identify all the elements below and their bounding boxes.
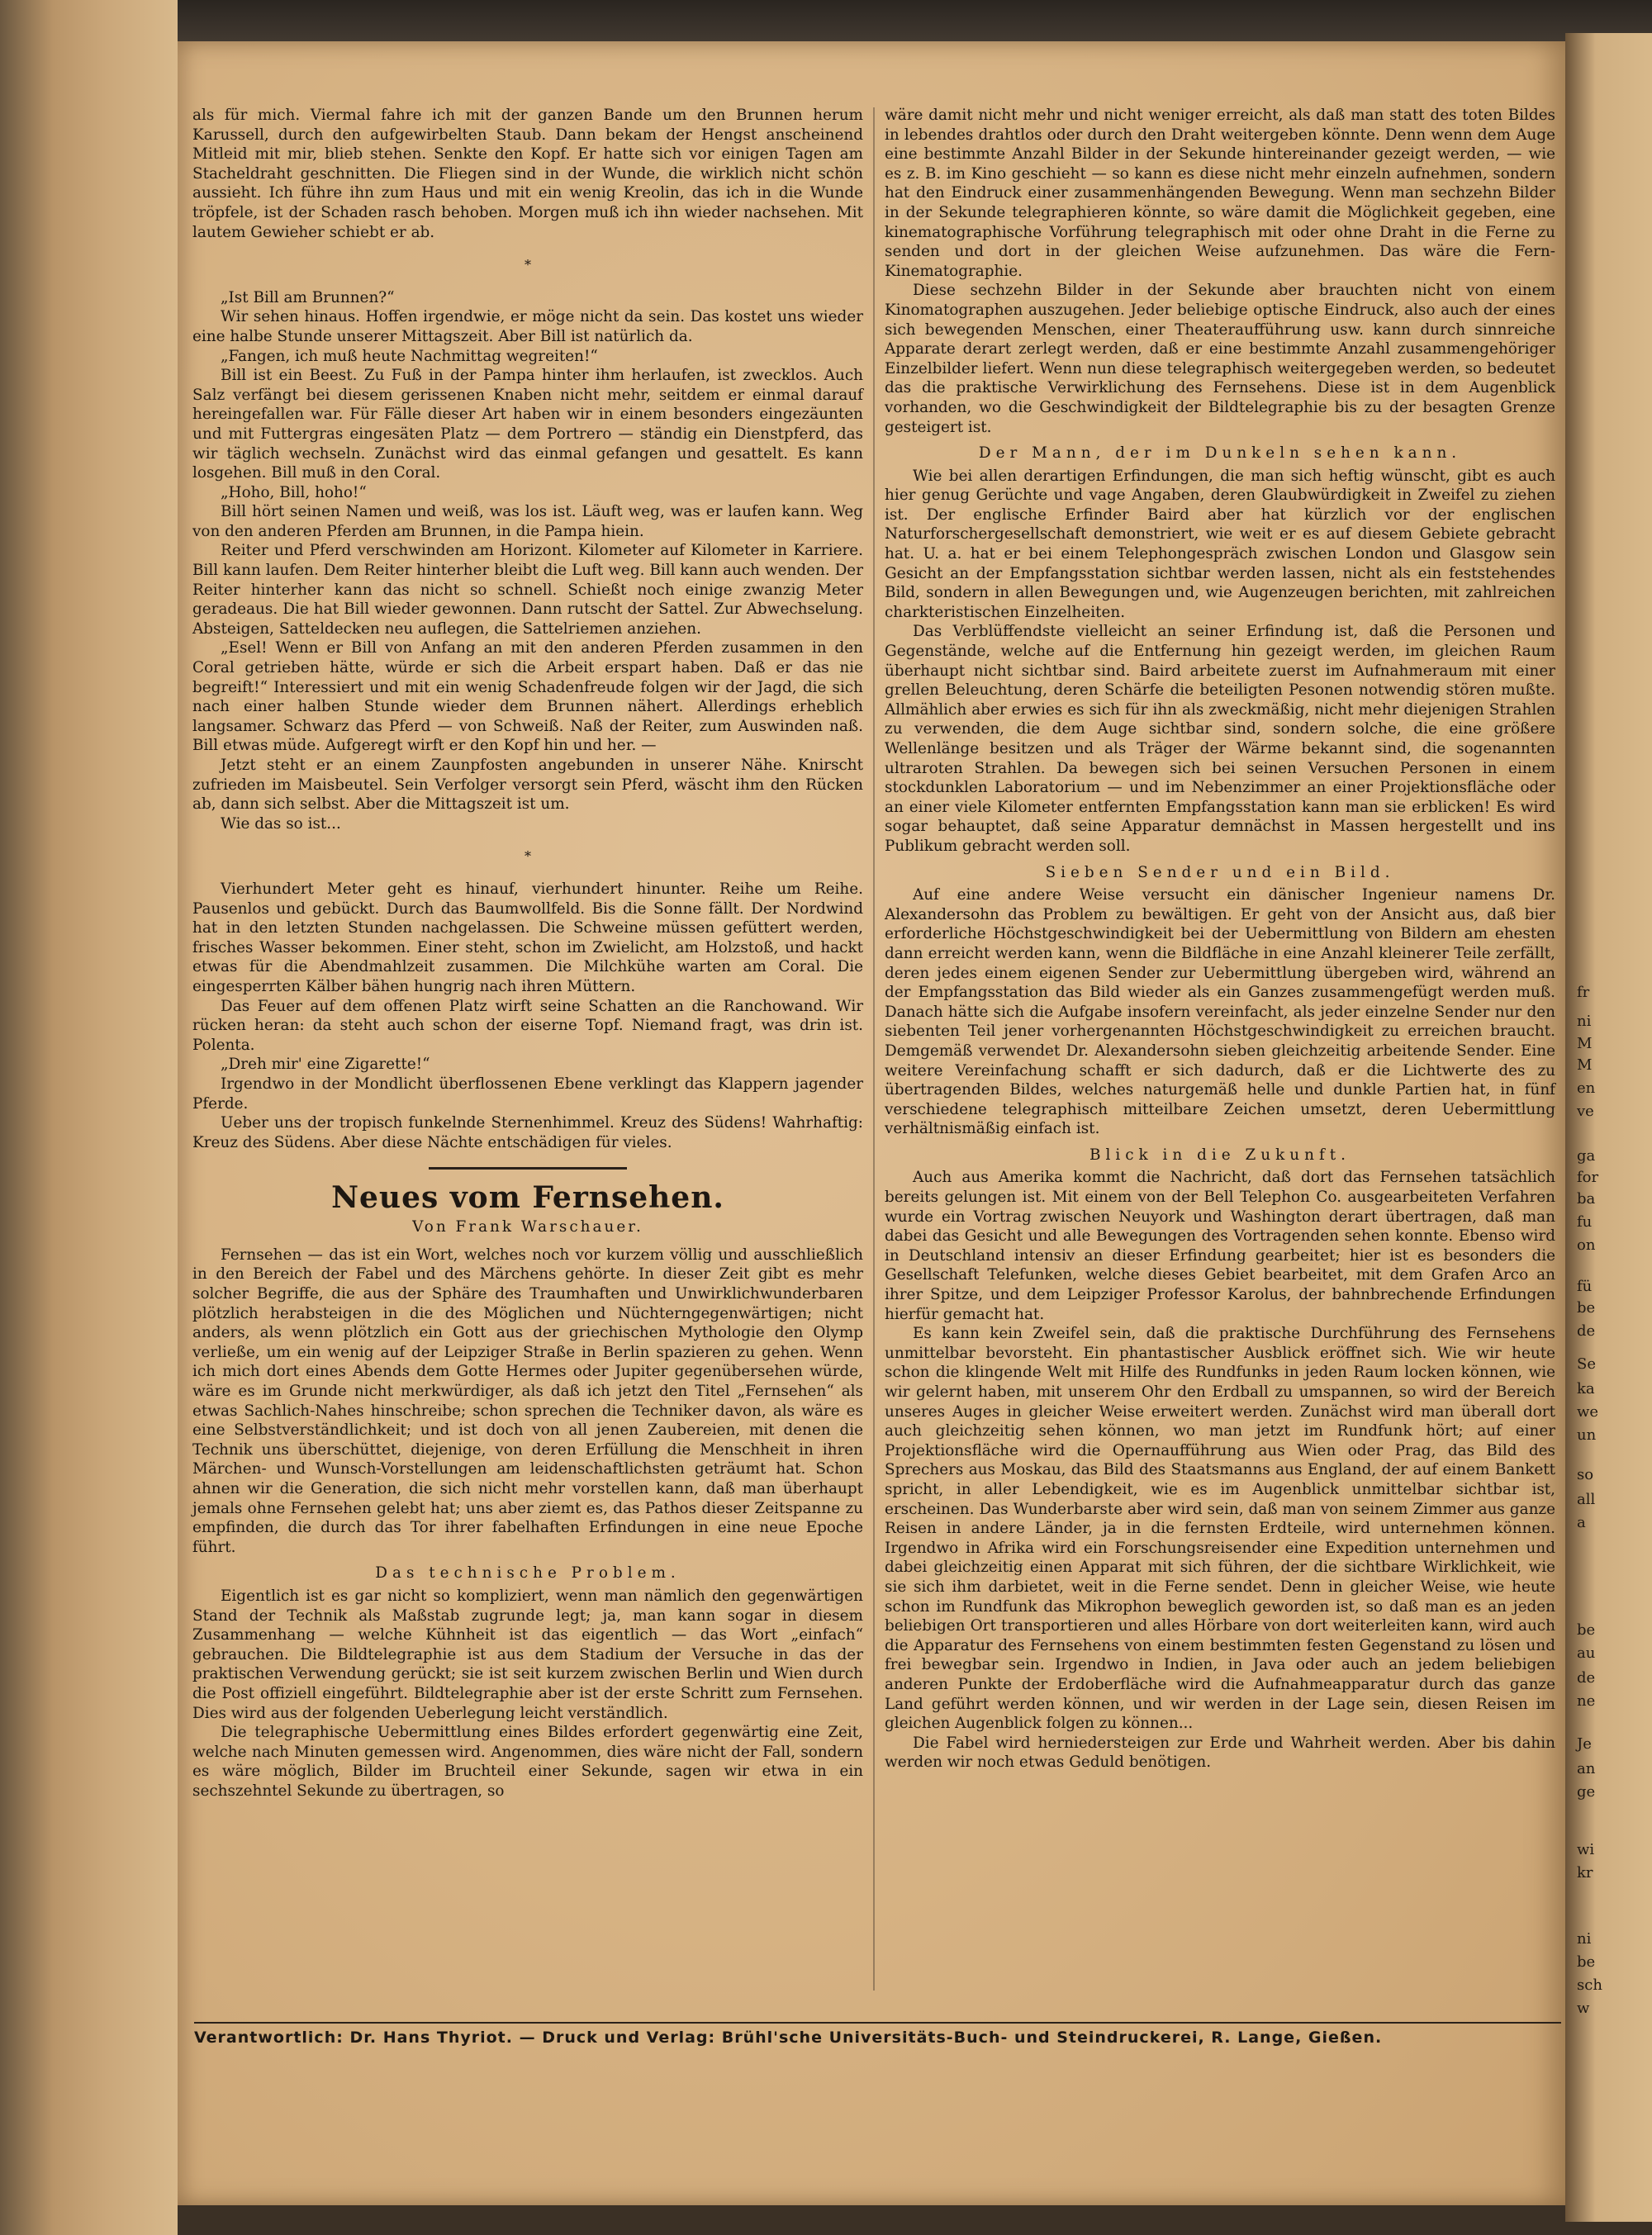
adjacent-page-fragment: Se <box>1577 1355 1596 1373</box>
paragraph: „Fangen, ich muß heute Nachmittag wegreiten!“ <box>221 347 598 365</box>
paragraph: Irgendwo in der Mondlicht überflossenen Ebene verklingt das Klappern jagender Pferde. <box>192 1075 863 1113</box>
paragraph: „Ist Bill am Brunnen?“ <box>221 288 395 306</box>
adjacent-page-fragment: de <box>1577 1322 1596 1340</box>
adjacent-page-fragment: M <box>1577 1056 1593 1074</box>
article-divider <box>429 1167 627 1170</box>
paragraph: Bill hört seinen Namen und weiß, was los ist. Läuft weg, was er laufen kann. Weg von den anderen Pferden am Brunnen, in die Pampa hiein. <box>192 503 863 540</box>
section-separator-star: * <box>525 848 531 865</box>
adjacent-page-fragment: so <box>1577 1466 1594 1483</box>
adjacent-page-fragment: ve <box>1577 1103 1594 1120</box>
adjacent-page-fragment: for <box>1577 1169 1599 1186</box>
adjacent-page-fragment: fr <box>1577 984 1590 1001</box>
paragraph: Wir sehen hinaus. Hoffen irgendwie, er möge nicht da sein. Das kostet uns wieder eine halbe Stunde unserer Mittagszeit. Aber Bill ist natürlich da. <box>192 308 863 345</box>
section-subheading: Blick in die Zukunft. <box>1089 1146 1351 1164</box>
adjacent-page-fragment: on <box>1577 1236 1596 1254</box>
adjacent-page-edge <box>1565 33 1652 2222</box>
paragraph: Das Feuer auf dem offenen Platz wirft seine Schatten an die Ranchowand. Wir rücken heran: da steht auch schon der eiserne Topf. Niemand fragt, was drin ist. Polenta. <box>192 997 863 1054</box>
section-subheading: Sieben Sender und ein Bild. <box>1045 863 1395 881</box>
paragraph: Eigentlich ist es gar nicht so kompliziert, wenn man nämlich den gegenwärtigen Stand der Technik als Maßstab zugrunde legt; ja, man kann sogar in diesem Zusammenhang — welche Kühnheit ist das eigentlich — das Wort „einfach“ gebrauchen. Die Bildtelegraphie ist aus dem Stadium der Versuche in das der praktischen Verwendung gerückt; sie ist seit kurzem zwischen Berlin und Wien durch die Post offiziell eingeführt. Bildtelegraphie aber ist der erste Schritt zum Fernsehen. Dies wird aus der folgenden Ueberlegung leicht verständlich. <box>192 1587 863 1722</box>
paragraph: Diese sechzehn Bilder in der Sekunde aber brauchten nicht von einem Kinomatographen auszugehen. Jeder beliebige optische Eindruck, also auch der eines sich bewegenden Menschen, einer Theateraufführung usw. kann durch sinnreiche Apparate derart zerlegt werden, daß er eine bestimmte Anzahl zusammengehöriger Einzelbilder liefert. Wenn nun diese telegraphisch weitergegeben werden, so bedeutet das die praktische Verwirklichung des Fernsehens. Diese ist in dem Augenblick vorhanden, wo die Geschwindigkeit der Bildtelegraphie bis zu der besagten Grenze gesteigert ist. <box>885 282 1555 436</box>
paragraph: Bill ist ein Beest. Zu Fuß in der Pampa hinter ihm herlaufen, ist zwecklos. Auch Salz verfängt bei diesem gerissenen Knaben nicht mehr, seitdem er einmal darauf hereingefallen war. Für Fälle dieser Art haben wir in einem besonders eingezäunten und mit Futtergras eingesäten Platz — dem Portrero — ständig ein Dienstpferd, das wir täglich wechseln. Zunächst wird das einmal gefangen und gesattelt. Es kann losgehen. Bill muß in den Coral. <box>192 367 863 482</box>
paragraph: als für mich. Viermal fahre ich mit der ganzen Bande um den Brunnen herum Karussell, durch den aufgewirbelten Staub. Dann bekam der Hengst anscheinend Mitleid mit mir, blieb stehen. Senkte den Kopf. Er hatte sich vor einigen Tagen am Stacheldraht geschnitten. Die Fliegen sind in der Wunde, die wirklich nicht schön aussieht. Ich führe ihn zum Haus und mit ein wenig Kreolin, das ich in die Wunde tröpfele, ist der Schaden rasch behoben. Morgen muß ich ihn wieder nachsehen. Mit lautem Gewieher schiebt er ab. <box>192 107 863 241</box>
adjacent-page-fragment: un <box>1577 1426 1597 1444</box>
adjacent-page-fragment: fu <box>1577 1213 1593 1231</box>
paragraph: Reiter und Pferd verschwinden am Horizont. Kilometer auf Kilometer in Karriere. Bill kann laufen. Dem Reiter hinterher bleibt die Luft weg. Bill kann auch wenden. Der Reiter hinterher kann das nicht so schnell. Schießt noch einige zwanzig Meter geradeaus. Die hat Bill wieder gewonnen. Dann rutscht der Sattel. Zur Abwechselung. Absteigen, Satteldecken neu auflegen, die Sattelriemen anziehen. <box>192 542 863 638</box>
paragraph: Auch aus Amerika kommt die Nachricht, daß dort das Fernsehen tatsächlich bereits gelungen ist. Mit einem von der Bell Telephon Co. ausgearbeiteten Verfahren wurde ein Vortrag zwischen Neuyork und Washington derart übertragen, daß man dabei das Gesicht und alle Bewegungen des Vortragenden sehen konnte. Ebenso wird in Deutschland intensiv an dieser Erfindung gearbeitet; hier ist es besonders die Gesellschaft Telefunken, welche dieses Gebiet bearbeitet, mit dem Grafen Arco an ihrer Spitze, und dem Leipziger Professor Karolus, der bahnbrechende Erfindungen hierfür gemacht hat. <box>885 1169 1555 1323</box>
adjacent-page-fragment: all <box>1577 1491 1596 1508</box>
left-column <box>192 106 863 1801</box>
adjacent-page-fragment: au <box>1577 1644 1596 1662</box>
section-separator-star: * <box>525 257 531 273</box>
adjacent-page-fragment: ge <box>1577 1783 1596 1801</box>
article-title: Neues vom Fernsehen. <box>331 1180 724 1216</box>
paragraph: Jetzt steht er an einem Zaunpfosten angebunden in unserer Nähe. Knirscht zufrieden im Maisbeutel. Sein Verfolger versorgt sein Pferd, wäscht ihm den Rücken ab, dann sich selbst. Aber die Mittagszeit ist um. <box>192 757 863 814</box>
adjacent-page-fragment: ni <box>1577 1013 1592 1030</box>
paragraph: Ueber uns der tropisch funkelnde Sternenhimmel. Kreuz des Südens! Wahrhaftig: Kreuz des Südens. Aber diese Nächte entschädigen für vieles. <box>192 1114 863 1151</box>
right-column <box>885 106 1555 1772</box>
section-subheading: Der Mann, der im Dunkeln sehen kann. <box>978 444 1462 463</box>
paragraph: Fernsehen — das ist ein Wort, welches noch vor kurzem völlig und ausschließlich in den Bereich der Fabel und des Märchens gehörte. In dieser Zeit gibt es mehr solcher Begriffe, die aus der Sphäre des Traumhaften und Unwirklichwunderbaren plötzlich herabsteigen in die des Möglichen und Nüchterngegenwärtigen; nicht anders, als wenn plötzlich ein Gott aus der griechischen Mythologie den Olymp verließe, um ein wenig auf der Leipziger Straße in Berlin spazieren zu gehen. Wenn ich mich dort eines Abends dem Gotte Hermes oder Jupiter gegenübersehen würde, wäre es im Grunde nicht merkwürdiger, als daß ich jetzt den Titel „Fernsehen“ als etwas Sachlich-Nahes hinschreibe; schon sprechen die Techniker davon, als wäre es eine Selbstverständlichkeit; und ist doch von all jenen Zaubereien, mit denen die Technik uns überschüttet, diejenige, von deren Erfüllung die Menschheit in ihren Märchen- und Wunsch-Vorstellungen am leidenschaftlichsten geträumt hat. Schon ahnen wir die Generation, die sich nicht mehr vorstellen kann, daß man überhaupt jemals ohne Fernsehen gelebt hat; uns aber ziemt es, das Pathos dieser Zeitspanne zu empfinden, die durch das Tor ihrer fabelhaften Erfindungen in eine neue Epoche führt. <box>192 1246 863 1556</box>
adjacent-page-fragment: de <box>1577 1669 1596 1687</box>
paragraph: „Hoho, Bill, hoho!“ <box>221 483 367 501</box>
adjacent-page-fragment: wi <box>1577 1841 1595 1858</box>
adjacent-page-fragment: a <box>1577 1514 1586 1531</box>
adjacent-page-fragment: ka <box>1577 1380 1595 1397</box>
adjacent-page-fragment: sch <box>1577 1976 1602 1994</box>
adjacent-page-fragment: be <box>1577 1953 1596 1971</box>
newspaper-page <box>178 41 1565 2205</box>
binding-spine <box>0 0 178 2235</box>
adjacent-page-fragment: be <box>1577 1621 1596 1639</box>
adjacent-page-fragment: M <box>1577 1035 1593 1052</box>
adjacent-page-fragment: ne <box>1577 1692 1596 1710</box>
article-byline: Von Frank Warschauer. <box>412 1218 643 1236</box>
section-subheading: Das technische Problem. <box>375 1564 681 1583</box>
imprint-footer: Verantwortlich: Dr. Hans Thyriot. — Druck und Verlag: Brühl'sche Universitäts-Buch- und Steindruckerei, R. Lange, Gießen. <box>194 2022 1561 2047</box>
paragraph: Wie bei allen derartigen Erfindungen, die man sich heftig wünscht, gibt es auch hier genug Gerüchte und vage Angaben, deren Glaubwürdigkeit in Zweifel zu ziehen ist. Der englische Erfinder Baird aber hat kürzlich vor der englischen Naturforschergesellschaft demonstriert, wie weit er es auf diesem Gebiete gebracht hat. U. a. hat er bei einem Telephongespräch zwischen London und Glasgow sein Gesicht an der Empfangsstation sichtbar werden lassen, nicht als ein feststehendes Bild, sondern in allen Bewegungen und, wie Augenzeugen berichten, mit zahlreichen charkteristischen Einzelheiten. <box>885 467 1555 621</box>
adjacent-page-fragment: be <box>1577 1299 1596 1317</box>
adjacent-page-fragment: ba <box>1577 1190 1596 1208</box>
column-rule <box>873 107 875 1991</box>
paragraph: „Esel! Wenn er Bill von Anfang an mit den anderen Pferden zusammen in den Coral getrieben hätte, würde er sich die Arbeit erspart haben. Daß er das nie begreift!“ Interessiert und mit ein wenig Schadenfreude folgen wir der Jagd, die sich nach einer halben Stunde wieder dem Brunnen nähert. Allerdings erheblich langsamer. Schwarz das Pferd — von Schweiß. Naß der Reiter, zum Auswinden naß. Bill etwas müde. Aufgeregt wirft er den Kopf hin und her. — <box>192 639 863 755</box>
paragraph: Es kann kein Zweifel sein, daß die praktische Durchführung des Fernsehens unmittelbar bevorsteht. Ein phantastischer Ausblick eröffnet sich. Wie wir heute schon die klingende Welt mit Hilfe des Rundfunks in jeden Raum locken können, wie wir gelernt haben, mit unserem Ohr den Erdball zu umspannen, so wird der Bereich unseres Auges in gleicher Weise erweitert werden. Zunächst wird man überall dort auch gleichzeitig sehen können, wo man jetzt im Rundfunk hört; auf einer Projektionsfläche wird die Opernaufführung aus Wien oder Prag, das Bild des Sprechers aus Moskau, das Bild des Staatsmanns aus England, der auf einem Bankett spricht, in aller Lebendigkeit, wie es im Augenblick unmittelbar sichtbar ist, erscheinen. Das Wunderbarste aber wird sein, daß man von seinem Zimmer aus ganze Reisen in andere Länder, ja in die fernsten Erdteile, wird unternehmen können. Irgendwo in Afrika wird ein Forschungsreisender eine Expedition unternehmen und dabei gleichzeitig einen Apparat mit sich führen, der die sichtbare Wirklichkeit, wie sie sich ihm darbietet, weit in die Ferne sendet. Denn in gleicher Weise, wie heute schon im Rundfunk das Mikrophon beweglich geworden ist, so daß man es an jeden beliebigen Ort transportieren und alles Hörbare von dort weiterleiten kann, wird auch die Apparatur des Fernsehens von einem bestimmten festen Gegenstand zu lösen und frei bewegbar sein. Irgendwo in Indien, in Java oder auch an jedem beliebigen anderen Punkte der Erdoberfläche wird die Aufnahmeapparatur durch das ganze Land geführt werden können, und wir werden in der Lage sein, diesen Reisen im gleichen Augenblick folgen zu können... <box>885 1325 1555 1733</box>
paragraph: Wie das so ist... <box>221 814 341 833</box>
paragraph: Die telegraphische Uebermittlung eines Bildes erfordert gegenwärtig eine Zeit, welche nach Minuten gemessen wird. Angenommen, dies wäre nicht der Fall, sondern es wäre möglich, Bilder im Bruchteil einer Sekunde, sagen wir etwa in ein sechszehntel Sekunde zu übertragen, so <box>192 1724 863 1800</box>
paragraph: wäre damit nicht mehr und nicht weniger erreicht, als daß man statt des toten Bildes in lebendes drahtlos oder durch den Draht weitergeben könnte. Denn wenn dem Auge eine bestimmte Anzahl Bilder in der Sekunde hintereinander gezeigt werden, — wie es z. B. im Kino geschieht — so kann es diese nicht mehr einzeln aufnehmen, sondern hat den Eindruck einer zusammenhängenden Bewegung. Wenn man sechzehn Bilder in der Sekunde telegraphieren könnte, so wäre damit die Möglichkeit gegeben, eine kinematographische Vorführung telegraphisch mit oder ohne Draht in die Ferne zu senden und dort in der gleichen Weise aufzunehmen. Das wäre die Fern-Kinematographie. <box>885 107 1555 280</box>
adjacent-page-fragment: w <box>1577 2000 1590 2017</box>
paragraph: Auf eine andere Weise versucht ein dänischer Ingenieur namens Dr. Alexandersohn das Problem zu bewältigen. Er geht von der Ansicht aus, daß bier erforderliche Höchstgeschwindigkeit bei der Uebermittlung von Bildern am ehesten dann erreicht werden kann, wenn die Bildfläche in eine Anzahl kleinerer Teile zerfällt, deren jedes einem eigenen Sender zur Uebermittlung übergeben wird, während an der Empfangsstation das Bild wieder als ein Ganzes zusammengefügt werden muß. Danach hätte sich die Aufgabe insofern vereinfacht, als jeder einzelne Sender nur den siebenten Teil jener vorhergenannten Höchstgeschwindigkeit zu erreichen braucht. Demgemäß verwendet Dr. Alexandersohn sieben gleichzeitig arbeitende Sender. Eine weitere Vereinfachung schafft er sich dadurch, daß er die Lichtwerte des zu übertragenden Bildes, welches naturgemäß helle und dunkle Partien hat, in fünf verschiedene telegraphisch mitteilbare Zeichen umsetzt, deren Uebermittlung verhältnismäßig einfach ist. <box>885 886 1555 1138</box>
adjacent-page-fragment: en <box>1577 1080 1596 1097</box>
adjacent-page-fragment: kr <box>1577 1864 1593 1881</box>
paragraph: Vierhundert Meter geht es hinauf, vierhundert hinunter. Reihe um Reihe. Pausenlos und gebückt. Durch das Baumwollfeld. Bis die Sonne fällt. Der Nordwind hat in den letzten Stunden nachgelassen. Die Schweine müssen gefüttert werden, frisches Wasser bekommen. Einer steht, schon im Zwielicht, am Holzstoß, und hackt etwas für die Abendmahlzeit zusammen. Die Milchkühe warten am Coral. Die eingesperrten Kälber bähen hungrig nach ihren Müttern. <box>192 880 863 995</box>
adjacent-page-fragment: Je <box>1577 1735 1592 1753</box>
adjacent-page-fragment: fü <box>1577 1278 1593 1295</box>
paragraph: Das Verblüffendste vielleicht an seiner Erfindung ist, daß die Personen und Gegenstände, welche auf die Entfernung hin gezeigt werden, im gleichen Raum überhaupt nicht sichtbar sind. Baird arbeitete zuerst im Aufnahmeraum mit einer grellen Beleuchtung, deren Schärfe die beteiligten Pesonen notwendig stören mußte. Allmählich aber erwies es sich für ihn als zweckmäßig, nicht mehr diejenigen Strahlen zu verwenden, die dem Auge sichtbar sind, sondern solche, die eine größere Wellenlänge besitzen und als Träger der Wärme bekannt sind, die sogenannten ultraroten Strahlen. Da bewegen sich bei seinen Versuchen Personen in einem stockdunklen Laboratorium — und im Nebenzimmer an einer Projektionsfläche oder an einer viele Kilometer entfernten Empfangsstation kann man sie erblicken! Es wird sogar behauptet, daß seine Apparatur demnächst in Massen hergestellt und ins Publikum gebracht werden soll. <box>885 623 1555 855</box>
paragraph: Die Fabel wird herniedersteigen zur Erde und Wahrheit werden. Aber bis dahin werden wir noch etwas Geduld benötigen. <box>885 1734 1555 1772</box>
adjacent-page-fragment: we <box>1577 1403 1599 1421</box>
adjacent-page-fragment: ni <box>1577 1930 1592 1948</box>
paragraph: „Dreh mir' eine Zigarette!“ <box>221 1056 430 1074</box>
adjacent-page-fragment: ga <box>1577 1147 1596 1165</box>
adjacent-page-fragment: an <box>1577 1760 1596 1777</box>
